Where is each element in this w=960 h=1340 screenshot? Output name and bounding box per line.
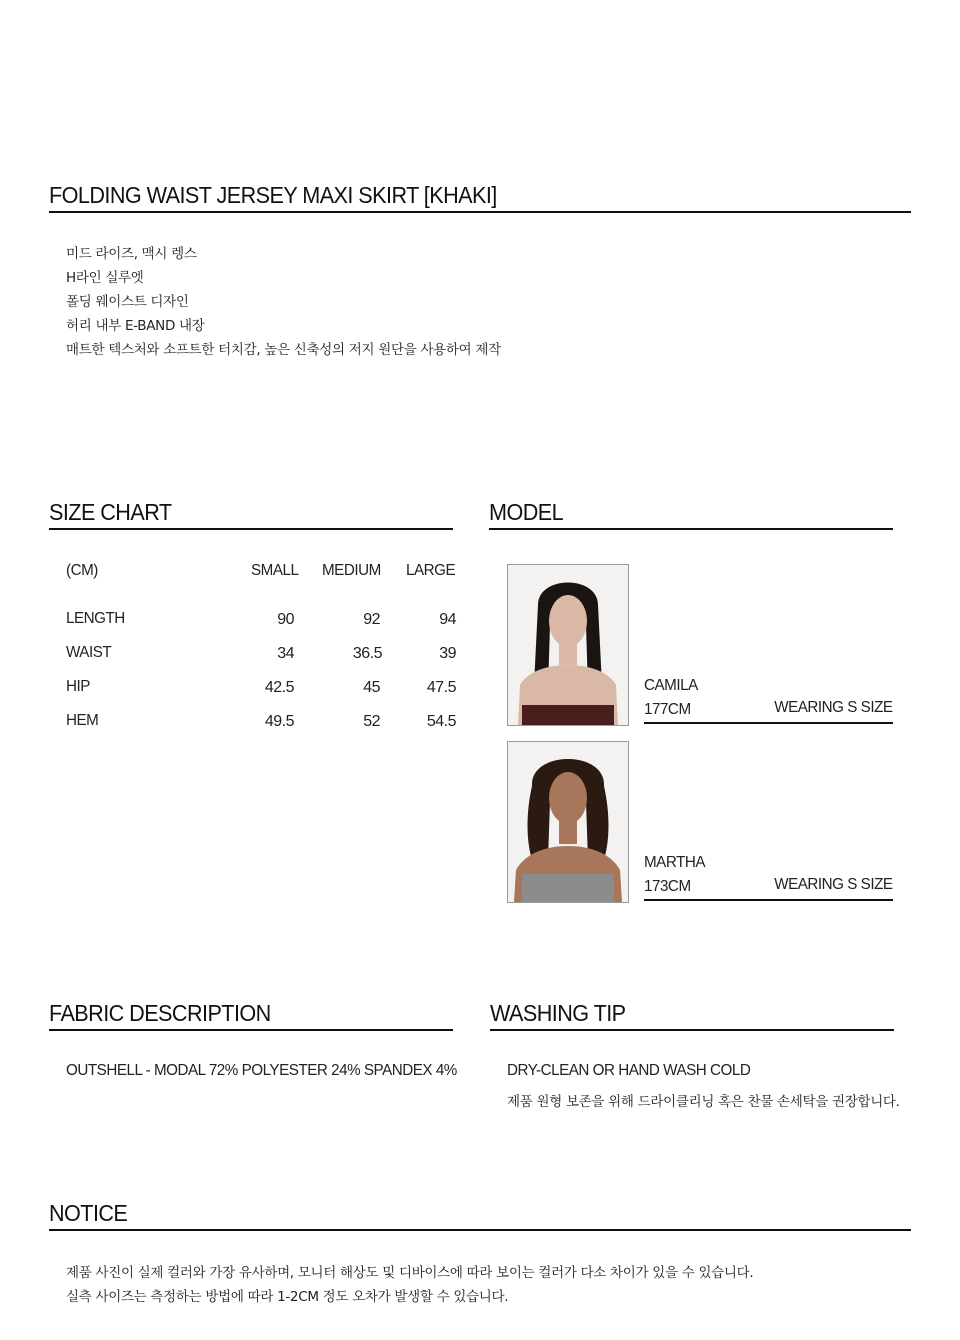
title-divider (49, 211, 911, 213)
cell-value: 54.5 (426, 713, 456, 730)
washing-heading: WASHING TIP (490, 1000, 626, 1026)
cell-value: 45 (363, 679, 380, 696)
row-label: WAIST (66, 644, 112, 661)
model-heading: MODEL (489, 499, 564, 525)
fabric-divider (49, 1029, 453, 1031)
cell-value: 52 (363, 713, 380, 730)
top-garment (522, 874, 614, 902)
feature-item: 폴딩 웨이스트 디자인 (66, 294, 189, 310)
product-title: FOLDING WAIST JERSEY MAXI SKIRT [KHAKI] (49, 182, 497, 208)
model-photo-camila (507, 564, 629, 726)
feature-item: H라인 실루엣 (66, 270, 144, 286)
column-header-large: LARGE (406, 562, 456, 579)
top-garment (522, 705, 614, 725)
washing-divider (490, 1029, 894, 1031)
cell-value: 49.5 (264, 713, 294, 730)
notice-line: 실측 사이즈는 측정하는 방법에 따라 1-2CM 정도 오차가 발생할 수 있습니다. (66, 1289, 509, 1305)
cell-value: 39 (439, 645, 456, 662)
fabric-composition: OUTSHELL - MODAL 72% POLYESTER 24% SPANDEX 4% (66, 1062, 457, 1079)
size-chart-divider (49, 528, 453, 530)
model-divider-line (644, 899, 893, 901)
model-height: 177CM (644, 701, 691, 718)
neck-shape (559, 643, 577, 665)
feature-item: 매트한 텍스처와 소프트한 터치감, 높은 신축성의 저지 원단을 사용하여 제작 (66, 342, 501, 358)
feature-item: 미드 라이즈, 맥시 렝스 (66, 246, 197, 262)
column-header-small: SMALL (251, 562, 299, 579)
unit-label: (CM) (66, 562, 98, 579)
washing-instruction-en: DRY-CLEAN OR HAND WASH COLD (507, 1062, 751, 1079)
model-divider (489, 528, 893, 530)
neck-shape (559, 820, 577, 844)
model-height: 173CM (644, 878, 691, 895)
size-chart-heading: SIZE CHART (49, 499, 172, 525)
model-wearing-size: WEARING S SIZE (774, 876, 893, 893)
face-shape (549, 595, 587, 647)
model-name: CAMILA (644, 677, 698, 694)
model-divider-line (644, 722, 893, 724)
model-wearing-size: WEARING S SIZE (774, 699, 893, 716)
cell-value: 47.5 (426, 679, 456, 696)
cell-value: 92 (363, 611, 380, 628)
cell-value: 36.5 (352, 645, 382, 662)
notice-divider (49, 1229, 911, 1231)
row-label: LENGTH (66, 610, 125, 627)
cell-value: 42.5 (264, 679, 294, 696)
washing-instruction-ko: 제품 원형 보존을 위해 드라이클리닝 혹은 찬물 손세탁을 권장합니다. (507, 1094, 900, 1110)
row-label: HEM (66, 712, 99, 729)
cell-value: 90 (277, 611, 294, 628)
cell-value: 34 (277, 645, 294, 662)
face-shape (549, 772, 587, 824)
fabric-heading: FABRIC DESCRIPTION (49, 1000, 271, 1026)
notice-line: 제품 사진이 실제 컬러와 가장 유사하며, 모니터 해상도 및 디바이스에 따라 보이는 컬러가 다소 차이가 있을 수 있습니다. (66, 1265, 754, 1281)
column-header-medium: MEDIUM (322, 562, 381, 579)
portrait-icon (508, 565, 628, 725)
portrait-icon (508, 742, 628, 902)
feature-item: 허리 내부 E-BAND 내장 (66, 318, 205, 334)
model-photo-martha (507, 741, 629, 903)
cell-value: 94 (439, 611, 456, 628)
row-label: HIP (66, 678, 90, 695)
model-name: MARTHA (644, 854, 706, 871)
notice-heading: NOTICE (49, 1200, 128, 1226)
